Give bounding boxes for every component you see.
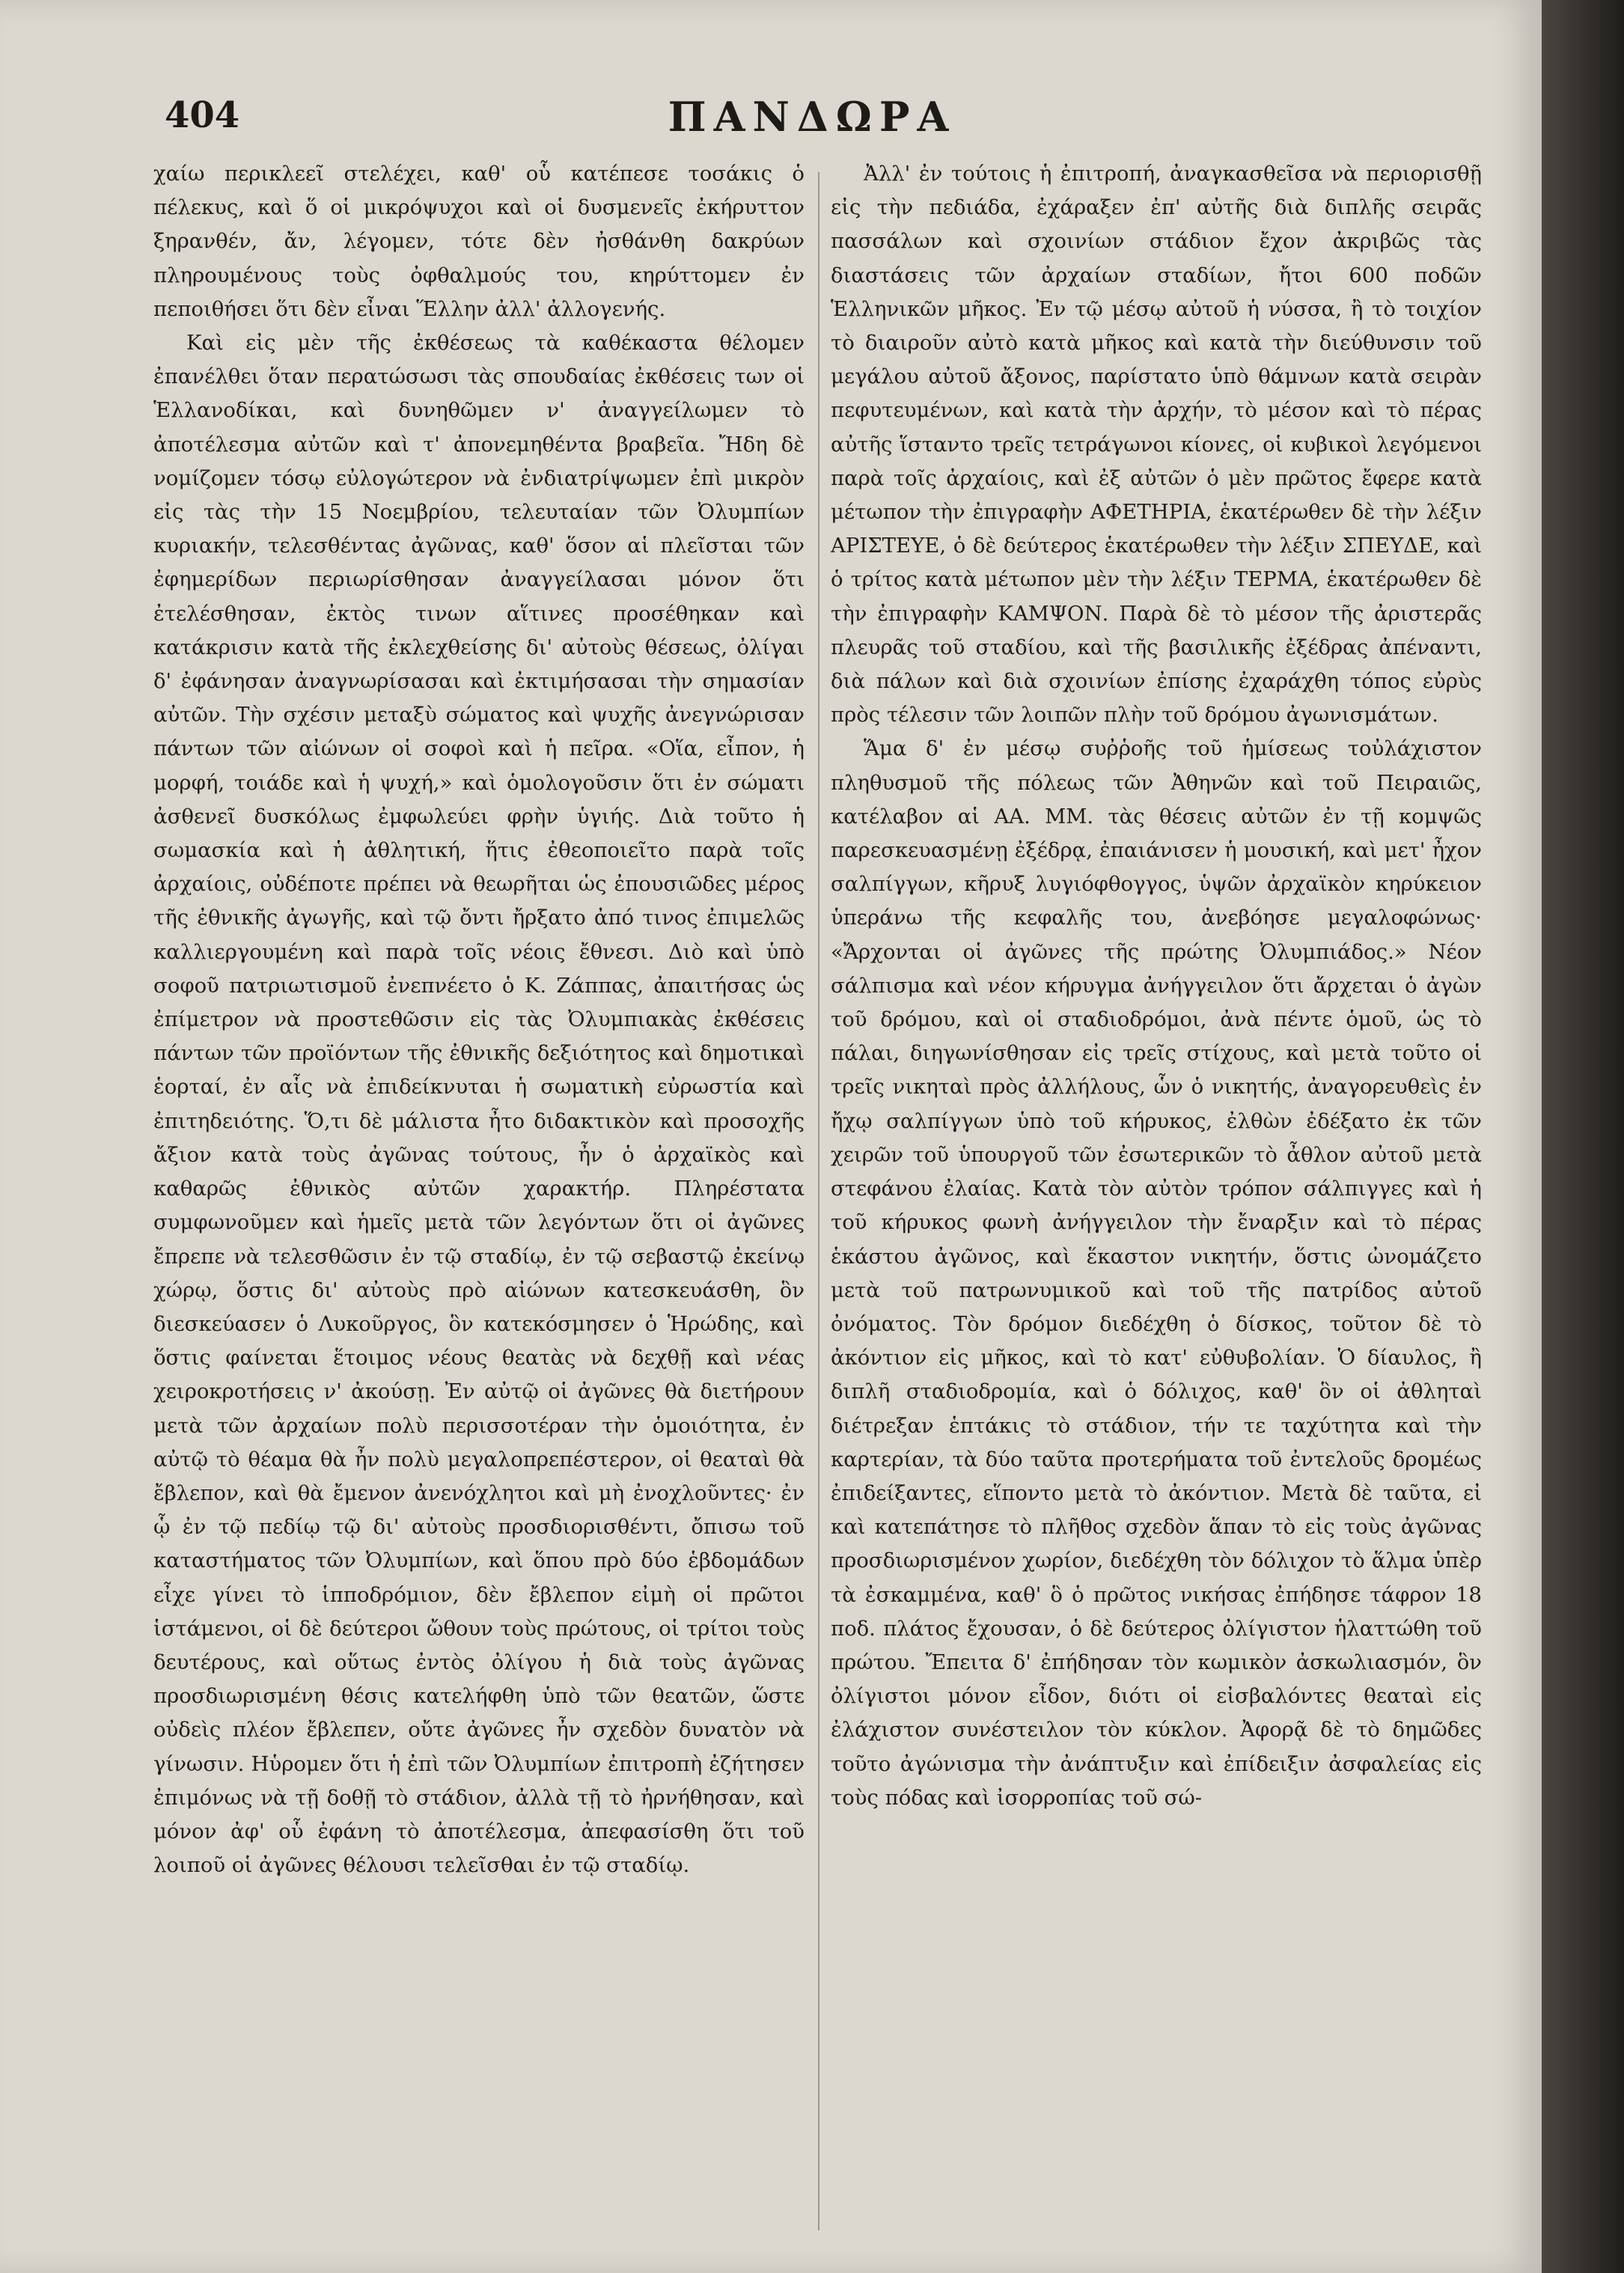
paragraph: Ἀλλ' ἐν τούτοις ἡ ἐπιτροπή, ἀναγκασθεῖσα νὰ περιορισθῇ εἰς τὴν πεδιάδα, ἐχάραξεν ἐπ' αὐτῆς διὰ διπλῆς σειρᾶς πασσάλων καὶ σχοινίων στάδιον ἔχον ἀκριβῶς τὰς διαστάσεις τῶν ἀρχαίων σταδίων, ἤτοι 600 ποδῶν Ἑλληνικῶν μῆκος. Ἐν τῷ μέσῳ αὐτοῦ ἡ νύσσα, ἢ τὸ τοιχίον τὸ διαιροῦν αὐτὸ κατὰ μῆκος καὶ κατὰ τὴν διεύθυνσιν τοῦ μεγάλου αὐτοῦ ἄξονος, παρίστατο ὑπὸ θάμνων κατὰ σειρὰν πεφυτευμένων, καὶ κατὰ τὴν ἀρχήν, τὸ μέσον καὶ τὸ πέρας αὐτῆς ἵσταντο τρεῖς τετράγωνοι κίονες, οἱ κυβικοὶ λεγόμενοι παρὰ τοῖς ἀρχαίοις, καὶ ἐξ αὐτῶν ὁ μὲν πρῶτος ἔφερε κατὰ μέτωπον τὴν ἐπιγραφὴν ΑΦΕΤΗΡΙΑ, ἑκατέρωθεν δὲ τὴν λέξιν ΑΡΙΣΤΕΥΕ, ὁ δὲ δεύτερος ἑκατέρωθεν τὴν λέξιν ΣΠΕΥΔΕ, καὶ ὁ τρίτος κατὰ μέτωπον μὲν τὴν λέξιν ΤΕΡΜΑ, ἑκατέρωθεν δὲ τὴν ἐπιγραφὴν ΚΑΜΨΟΝ. Παρὰ δὲ τὸ μέσον τῆς ἀριστερᾶς πλευρᾶς τοῦ σταδίου, καὶ τῆς βασιλικῆς ἐξέδρας ἀπέναντι, διὰ πάλων καὶ διὰ σχοινίων ἐπίσης ἐχαράχθη τόπος εὐρὺς πρὸς τέλεσιν τῶν λοιπῶν πλὴν τοῦ δρόμου ἀγωνισμάτων. (831, 162, 1482, 727)
page-header (150, 90, 1474, 142)
running-title: ΠΑΝΔΩΡΑ (668, 93, 956, 141)
page-edge-shadow (1542, 0, 1624, 2273)
paragraph: Ἅμα δ' ἐν μέσῳ συῤῥοῆς τοῦ ἡμίσεως τοὐλάχιστον πληθυσμοῦ τῆς πόλεως τῶν Ἀθηνῶν καὶ τοῦ Πειραιῶς, κατέλαβον αἱ ΑΑ. ΜΜ. τὰς θέσεις αὐτῶν ἐν τῇ κομψῶς παρεσκευασμένῃ ἐξέδρᾳ, ἐπαιάνισεν ἡ μουσική, καὶ μετ' ἦχον σαλπίγγων, κῆρυξ λυγιόφθογγος, ὑψῶν ἀρχαϊκὸν κηρύκειον ὑπεράνω τῆς κεφαλῆς του, ἀνεβόησε μεγαλοφώνως· «Ἄρχονται οἱ ἀγῶνες τῆς πρώτης Ὀλυμπιάδος.» Νέον σάλπισμα καὶ νέον κήρυγμα ἀνήγγειλον ὅτι ἄρχεται ὁ ἀγὼν τοῦ δρόμου, καὶ οἱ σταδιοδρόμοι, ἀνὰ πέντε ὁμοῦ, ὡς τὸ πάλαι, διηγωνίσθησαν εἰς τρεῖς στίχους, καὶ μετὰ τοῦτο οἱ τρεῖς νικηταὶ πρὸς ἀλλήλους, ὧν ὁ νικητής, ἀναγορευθεὶς ἐν ἤχῳ σαλπίγγων ὑπὸ τοῦ κήρυκος, ἐλθὼν ἐδέξατο ἐκ τῶν χειρῶν τοῦ ὑπουργοῦ τῶν ἐσωτερικῶν τὸ ἆθλον αὐτοῦ μετὰ στεφάνου ἐλαίας. Κατὰ τὸν αὐτὸν τρόπον σάλπιγγες καὶ ἡ τοῦ κήρυκος φωνὴ ἀνήγγειλον τὴν ἔναρξιν καὶ τὸ πέρας ἑκάστου ἀγῶνος, καὶ ἕκαστον νικητήν, ὅστις ὠνομάζετο μετὰ τοῦ πατρωνυμικοῦ καὶ τοῦ τῆς πατρίδος αὐτοῦ ὀνόματος. Τὸν δρόμον διεδέχθη ὁ δίσκος, τοῦτον δὲ τὸ ἀκόντιον εἰς μῆκος, καὶ τὸ κατ' εὐθυβολίαν. Ὁ δίαυλος, ἢ διπλῆ σταδιοδρομία, καὶ ὁ δόλιχος, καθ' ὃν οἱ ἀθληταὶ διέτρεξαν ἑπτάκις τὸ στάδιον, τήν τε ταχύτητα καὶ τὴν καρτερίαν, τὰ δύο ταῦτα προτερήματα τοῦ ἐντελοῦς δρομέως ἐπιδείξαντες, εἵποντο μετὰ τὸ ἀκόντιον. Μετὰ δὲ ταῦτα, εἰ καὶ κατεπάτησε τὸ πλῆθος σχεδὸν ἅπαν τὸ εἰς τοὺς ἀγῶνας προσδιωρισμένον χωρίον, διεδέχθη τὸν δόλιχον τὸ ἅλμα ὑπὲρ τὰ ἐσκαμμένα, καθ' ὃ ὁ πρῶτος νικήσας ἐπήδησε τάφρον 18 ποδ. πλάτος ἔχουσαν, ὁ δὲ δεύτερος ὀλίγιστον ἡλαττώθη τοῦ πρώτου. Ἔπειτα δ' ἐπήδησαν τὸν κωμικὸν ἀσκωλιασμόν, ὃν ὀλίγιστοι μόνον εἶδον, διότι οἱ εἰσβαλόντες θεαταὶ εἰς ἐλάχιστον συνέστειλον τὸν κύκλον. Ἀφορᾷ δὲ τὸ δημῶδες τοῦτο ἀγώνισμα τὴν ἀνάπτυξιν καὶ ἐπίδειξιν ἀσφαλείας εἰς τοὺς πόδας καὶ ἰσορροπίας τοῦ σώ- (831, 736, 1482, 1810)
page-number: 404 (165, 94, 240, 136)
column-divider (818, 172, 819, 2230)
right-column (831, 157, 1482, 2253)
left-column (153, 157, 805, 2253)
paragraph: Καὶ εἰς μὲν τῆς ἐκθέσεως τὰ καθέκαστα θέλομεν ἐπανέλθει ὅταν περατώσωσι τὰς σπουδαίας ἐκθέσεις των οἱ Ἑλλανοδίκαι, καὶ δυνηθῶμεν ν' ἀναγγείλωμεν τὸ ἀποτέλεσμα αὐτῶν καὶ τ' ἀπονεμηθέντα βραβεῖα. Ἤδη δὲ νομίζομεν τόσῳ εὐλογώτερον νὰ ἐνδιατρίψωμεν ἐπὶ μικρὸν εἰς τὰς τὴν 15 Νοεμβρίου, τελευταίαν τῶν Ὀλυμπίων κυριακήν, τελεσθέντας ἀγῶνας, καθ' ὅσον αἱ πλεῖσται τῶν ἐφημερίδων περιωρίσθησαν ἀναγγείλασαι μόνον ὅτι ἐτελέσθησαν, ἐκτὸς τινων αἵτινες προσέθηκαν καὶ κατάκρισιν κατὰ τῆς ἐκλεχθείσης δι' αὐτοὺς θέσεως, ὀλίγαι δ' ἐφάνησαν ἀναγνωρίσασαι καὶ ἐκτιμήσασαι τὴν σημασίαν αὐτῶν. Τὴν σχέσιν μεταξὺ σώματος καὶ ψυχῆς ἀνεγνώρισαν πάντων τῶν αἰώνων οἱ σοφοὶ καὶ ἡ πεῖρα. «Οἵα, εἶπον, ἡ μορφή, τοιάδε καὶ ἡ ψυχή,» καὶ ὁμολογοῦσιν ὅτι ἐν σώματι ἀσθενεῖ δυσκόλως ἐμφωλεύει φρὴν ὑγιής. Διὰ τοῦτο ἡ σωμασκία καὶ ἡ ἀθλητική, ἥτις ἐθεοποιεῖτο παρὰ τοῖς ἀρχαίοις, οὐδέποτε πρέπει νὰ θεωρῆται ὡς ἐπουσιῶδες μέρος τῆς ἐθνικῆς ἀγωγῆς, καὶ τῷ ὄντι ἤρξατο ἀπό τινος ἐπιμελῶς καλλιεργουμένη καὶ παρὰ τοῖς νέοις ἔθνεσι. Διὸ καὶ ὑπὸ σοφοῦ πατριωτισμοῦ ἐνεπνέετο ὁ Κ. Ζάππας, ἀπαιτήσας ὡς ἐπίμετρον νὰ προστεθῶσιν εἰς τὰς Ὀλυμπιακὰς ἐκθέσεις πάντων τῶν προϊόντων τῆς ἐθνικῆς δεξιότητος καὶ δημοτικαὶ ἑορταί, ἐν αἷς νὰ ἐπιδείκνυται ἡ σωματικὴ εὐρωστία καὶ ἐπιτηδειότης. Ὅ,τι δὲ μάλιστα ἦτο διδακτικὸν καὶ προσοχῆς ἄξιον κατὰ τοὺς ἀγῶνας τούτους, ἦν ὁ ἀρχαϊκὸς καὶ καθαρῶς ἐθνικὸς αὐτῶν χαρακτήρ. Πληρέστατα συμφωνοῦμεν καὶ ἡμεῖς μετὰ τῶν λεγόντων ὅτι οἱ ἀγῶνες ἔπρεπε νὰ τελεσθῶσιν ἐν τῷ σταδίῳ, ἐν τῷ σεβαστῷ ἐκείνῳ χώρῳ, ὅστις δι' αὐτοὺς πρὸ αἰώνων κατεσκευάσθη, ὃν διεσκεύασεν ὁ Λυκοῦργος, ὃν κατεκόσμησεν ὁ Ἡρώδης, καὶ ὅστις φαίνεται ἕτοιμος νέους θεατὰς νὰ δεχθῇ καὶ νέας χειροκροτήσεις ν' ἀκούσῃ. Ἐν αὐτῷ οἱ ἀγῶνες θὰ διετήρουν μετὰ τῶν ἀρχαίων πολὺ περισσοτέραν τὴν ὁμοιότητα, ἐν αὐτῷ τὸ θέαμα θὰ ἦν πολὺ μεγαλοπρεπέστερον, οἱ θεαταὶ θὰ ἔβλεπον, καὶ θὰ ἔμενον ἀνενόχλητοι καὶ μὴ ἐνοχλοῦντες· ἐν ᾧ ἐν τῷ πεδίῳ τῷ δι' αὐτοὺς προσδιορισθέντι, ὄπισω τοῦ καταστήματος τῶν Ὀλυμπίων, καὶ ὅπου πρὸ δύο ἑβδομάδων εἶχε γίνει τὸ ἱπποδρόμιον, δὲν ἔβλεπον εἰμὴ οἱ πρῶτοι ἱστάμενοι, οἱ δὲ δεύτεροι ὤθουν τοὺς πρώτους, οἱ τρίτοι τοὺς δευτέρους, καὶ οὕτως ἐντὸς ὀλίγου ἡ διὰ τοὺς ἀγῶνας προσδιωρισμένη θέσις κατελήφθη ὑπὸ τῶν θεατῶν, ὥστε οὐδεὶς πλέον ἔβλεπεν, οὔτε ἀγῶνες ἦν σχεδὸν δυνατὸν νὰ γίνωσιν. Ηὑρομεν ὅτι ἡ ἐπὶ τῶν Ὀλυμπίων ἐπιτροπὴ ἐζήτησεν ἐπιμόνως νὰ τῇ δοθῇ τὸ στάδιον, ἀλλὰ τῇ τὸ ἠρνήθησαν, καὶ μόνον ἀφ' οὗ ἐφάνη τὸ ἀποτέλεσμα, ἀπεφασίσθη ὅτι τοῦ λοιποῦ οἱ ἀγῶνες θέλουσι τελεῖσθαι ἐν τῷ σταδίῳ. (153, 331, 805, 1878)
paragraph: χαίω περικλεεῖ στελέχει, καθ' οὗ κατέπεσε τοσάκις ὁ πέλεκυς, καὶ ὅ οἱ μικρόψυχοι καὶ οἱ δυσμενεῖς ἐκήρυττον ξηρανθέν, ἄν, λέγομεν, τότε δὲν ἠσθάνθη δακρύων πληρουμένους τοὺς ὀφθαλμούς του, κηρύττομεν ἐν πεποιθήσει ὅτι δὲν εἶναι Ἕλλην ἀλλ' ἀλλογενής. (153, 162, 805, 321)
